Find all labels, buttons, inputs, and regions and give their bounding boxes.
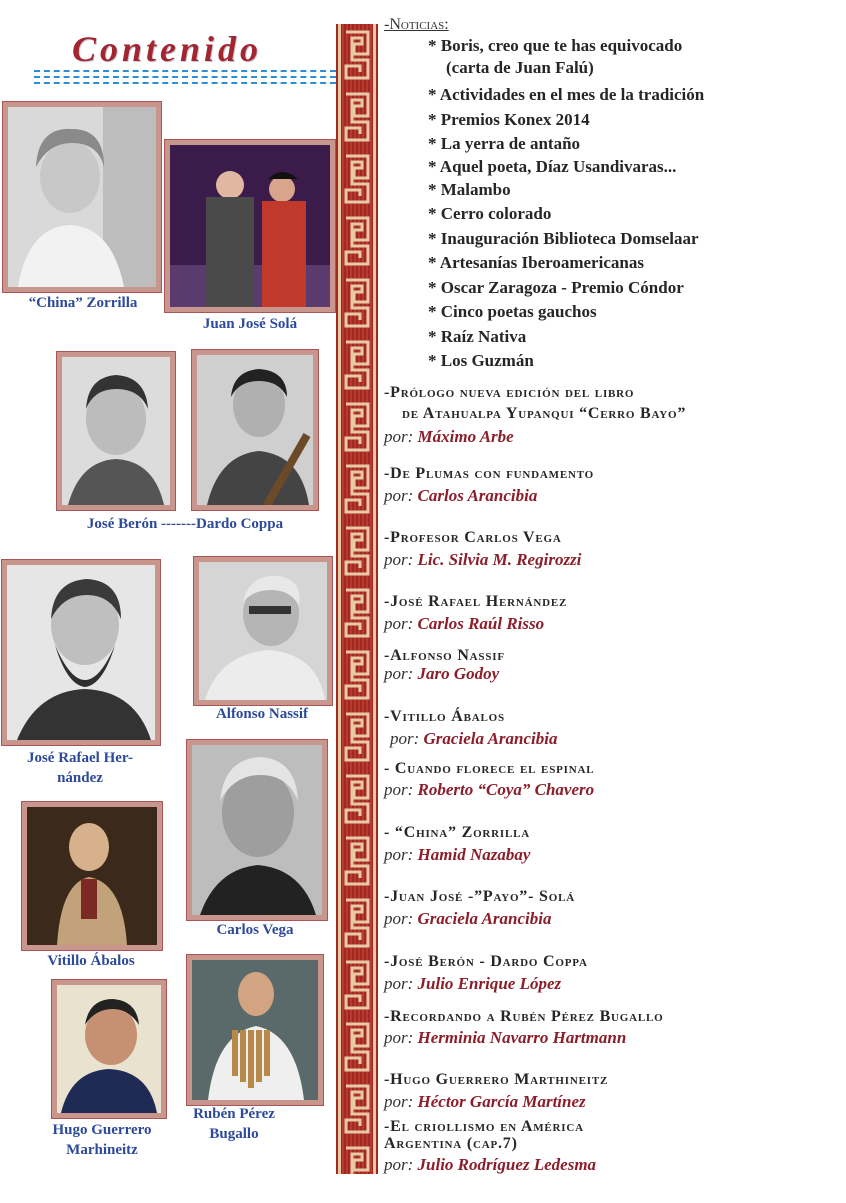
article-title-cont: Argentina (cap.7) <box>384 1135 518 1152</box>
article-byline: por: Héctor García Martínez <box>384 1092 586 1111</box>
article-title: -Juan José -”Payo”- Solá <box>384 888 575 905</box>
caption-china-zorrilla: “China” Zorrilla <box>28 295 138 311</box>
article-title: -Hugo Guerrero Marthineitz <box>384 1071 609 1088</box>
article-author: Lic. Silvia M. Regirozzi <box>417 550 582 569</box>
news-item: * Los Guzmán <box>428 351 534 370</box>
article-author: Jaro Godoy <box>417 664 500 683</box>
article-author: Julio Enrique López <box>417 974 562 993</box>
article-byline: por: Graciela Arancibia <box>390 729 558 748</box>
caption-carlos-vega: Carlos Vega <box>216 922 294 938</box>
decorative-greek-key-band <box>336 24 378 1174</box>
article-title: -José Rafael Hernández <box>384 593 568 610</box>
article-author: Graciela Arancibia <box>423 729 558 748</box>
article-title: -Alfonso Nassif <box>384 647 505 664</box>
news-item: * Inauguración Biblioteca Domselaar <box>428 229 699 248</box>
caption-juan-jose-sola: Juan José Solá <box>202 316 298 332</box>
title-underline-middle <box>34 76 336 78</box>
photo-hugo-guerrero <box>52 980 166 1118</box>
article-author: Carlos Arancibia <box>417 486 538 505</box>
article-author: Julio Rodríguez Ledesma <box>417 1155 597 1174</box>
title-underline-top <box>34 70 336 72</box>
article-title-cont: de Atahualpa Yupanqui “Cerro Bayo” <box>402 405 687 422</box>
article-author: Graciela Arancibia <box>417 909 552 928</box>
article-title: -Vitillo Ábalos <box>384 708 505 725</box>
article-byline: por: Lic. Silvia M. Regirozzi <box>384 550 582 569</box>
news-item: * La yerra de antaño <box>428 134 581 153</box>
article-byline: por: Roberto “Coya” Chavero <box>384 780 595 799</box>
article-author: Héctor García Martínez <box>417 1092 586 1111</box>
article-title: - Cuando florece el espinal <box>384 760 595 777</box>
caption-ruben-2: Bugallo <box>209 1126 259 1142</box>
photo-dardo-coppa <box>192 350 318 510</box>
news-item: * Boris, creo que te has equivocado <box>428 36 683 55</box>
article-byline: por: Julio Enrique López <box>384 974 562 993</box>
article-title: -José Berón - Dardo Coppa <box>384 953 588 970</box>
photo-ruben-perez-bugallo <box>187 955 323 1105</box>
news-item: * Cerro colorado <box>428 204 552 223</box>
photo-alfonso-nassif <box>194 557 332 705</box>
article-byline: por: Julio Rodríguez Ledesma <box>384 1155 597 1174</box>
article-author: Herminia Navarro Hartmann <box>417 1028 627 1047</box>
caption-hugo-2: Marhineitz <box>66 1142 138 1158</box>
article-byline: por: Carlos Raúl Risso <box>384 614 545 633</box>
photo-jose-beron <box>57 352 175 510</box>
article-byline: por: Carlos Arancibia <box>384 486 538 505</box>
caption-hugo-1: Hugo Guerrero <box>52 1122 152 1138</box>
caption-alfonso-nassif: Alfonso Nassif <box>215 706 309 722</box>
article-title: -Prólogo nueva edición del libro <box>384 384 635 401</box>
photo-jose-rafael-hernandez <box>2 560 160 745</box>
news-item: * Premios Konex 2014 <box>428 110 590 129</box>
news-item: * Aquel poeta, Díaz Usandivaras... <box>428 157 677 176</box>
article-title: -Recordando a Rubén Pérez Bugallo <box>384 1008 664 1025</box>
article-byline: por: Graciela Arancibia <box>384 909 552 928</box>
news-item: * Raíz Nativa <box>428 327 527 346</box>
news-item: * Actividades en el mes de la tradición <box>428 85 705 104</box>
title-underline-bottom <box>34 82 336 84</box>
caption-jose-rafael-1: José Rafael Her- <box>26 750 134 766</box>
news-item: * Artesanías Iberoamericanas <box>428 253 644 272</box>
news-item: * Oscar Zaragoza - Premio Cóndor <box>428 278 684 297</box>
article-byline: por: Jaro Godoy <box>384 664 500 683</box>
news-heading: -Noticias: <box>384 16 449 33</box>
photo-carlos-vega <box>187 740 327 920</box>
article-title: -El criollismo en América <box>384 1118 584 1135</box>
caption-jose-rafael-2: nández <box>57 770 103 786</box>
article-byline: por: Hamid Nazabay <box>384 845 531 864</box>
article-author: Hamid Nazabay <box>417 845 531 864</box>
caption-ruben-1: Rubén Pérez <box>193 1106 275 1122</box>
article-byline: por: Herminia Navarro Hartmann <box>384 1028 627 1047</box>
news-item: (carta de Juan Falú) <box>446 58 594 77</box>
article-byline: por: Máximo Arbe <box>384 427 514 446</box>
article-title: -De Plumas con fundamento <box>384 465 595 482</box>
article-title: -Profesor Carlos Vega <box>384 529 562 546</box>
photo-china-zorrilla <box>3 102 161 292</box>
news-item: * Malambo <box>428 180 511 199</box>
photo-juan-jose-sola <box>165 140 335 312</box>
article-author: Roberto “Coya” Chavero <box>417 780 595 799</box>
article-author: Carlos Raúl Risso <box>417 614 545 633</box>
caption-beron-coppa: José Berón -------Dardo Coppa <box>86 516 284 532</box>
photo-vitillo-abalos <box>22 802 162 950</box>
article-author: Máximo Arbe <box>417 427 514 446</box>
news-item: * Cinco poetas gauchos <box>428 302 597 321</box>
article-title: - “China” Zorrilla <box>384 824 531 841</box>
caption-vitillo-abalos: Vitillo Ábalos <box>47 953 135 969</box>
page-title: Contenido <box>72 29 263 69</box>
